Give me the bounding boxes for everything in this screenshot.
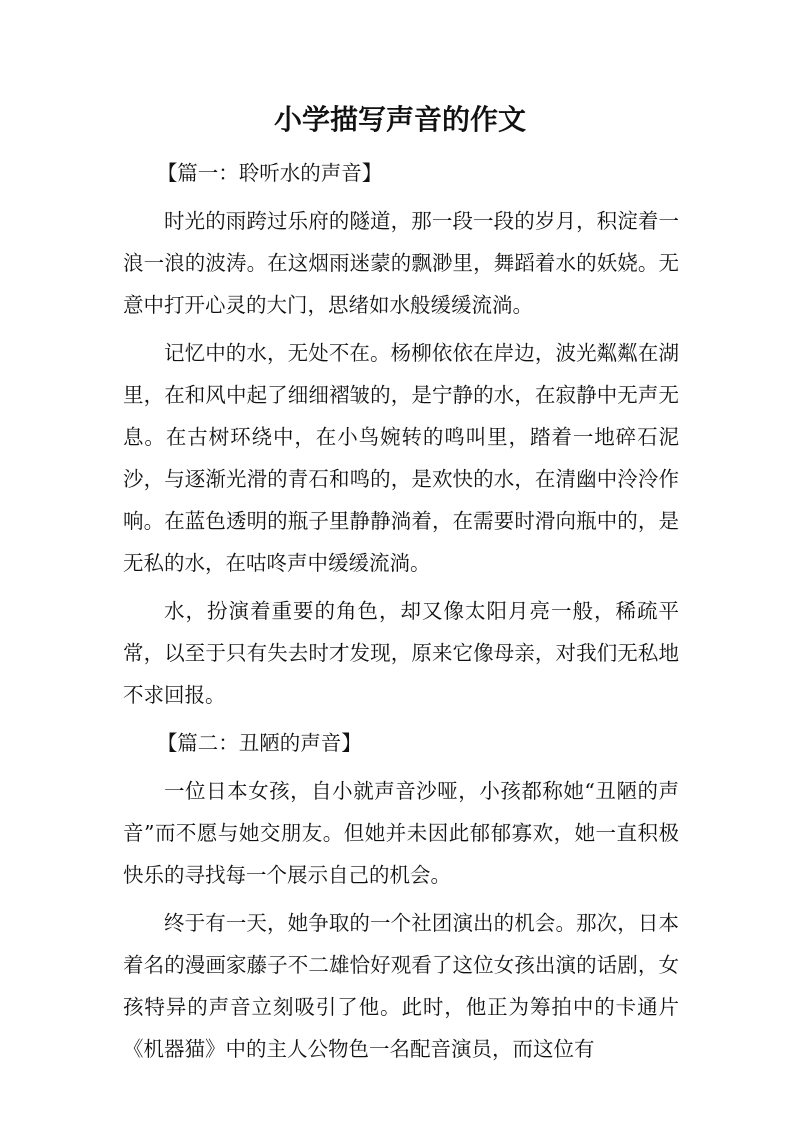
- section-2-paragraph-2: 终于有一天，她争取的一个社团演出的机会。那次，日本着名的漫画家藤子不二雄恰好观看了这位女孩出演的话剧，女孩特异的声音立刻吸引了他。此时，他正为筹拍中的卡通片《机器猫》中的主人公物色一名配音演员，而这位有: [123, 911, 679, 1061]
- document-title: 小学描写声音的作文: [273, 103, 526, 136]
- section-2-paragraph-1: 一位日本女孩，自小就声音沙哑，小孩都称她“丑陋的声音”而不愿与她交朋友。但她并未因此郁郁寡欢，她一直积极快乐的寻找每一个展示自己的机会。: [123, 779, 679, 887]
- section-heading-2: 【篇二：丑陋的声音】: [156, 731, 362, 755]
- section-1-paragraph-2: 记忆中的水，无处不在。杨柳依依在岸边，波光粼粼在湖里，在和风中起了细细褶皱的，是宁静的水，在寂静中无声无息。在古树环绕中，在小鸟婉转的鸣叫里，踏着一地碎石泥沙，与逐渐光滑的青石和鸣的，是欢快的水，在清幽中泠泠作响。在蓝色透明的瓶子里静静淌着，在需要时滑向瓶中的，是无私的水，在咕咚声中缓缓流淌。: [123, 341, 679, 575]
- section-1-paragraph-3: 水，扮演着重要的角色，却又像太阳月亮一般，稀疏平常，以至于只有失去时才发现，原来它像母亲，对我们无私地不求回报。: [123, 599, 679, 707]
- document-body: [123, 152, 679, 1076]
- section-heading-1: 【篇一：聆听水的声音】: [156, 161, 383, 185]
- section-1-paragraph-1: 时光的雨跨过乐府的隧道，那一段一段的岁月，积淀着一浪一浪的波涛。在这烟雨迷蒙的飘渺里，舞蹈着水的妖娆。无意中打开心灵的大门，思绪如水般缓缓流淌。: [123, 209, 679, 317]
